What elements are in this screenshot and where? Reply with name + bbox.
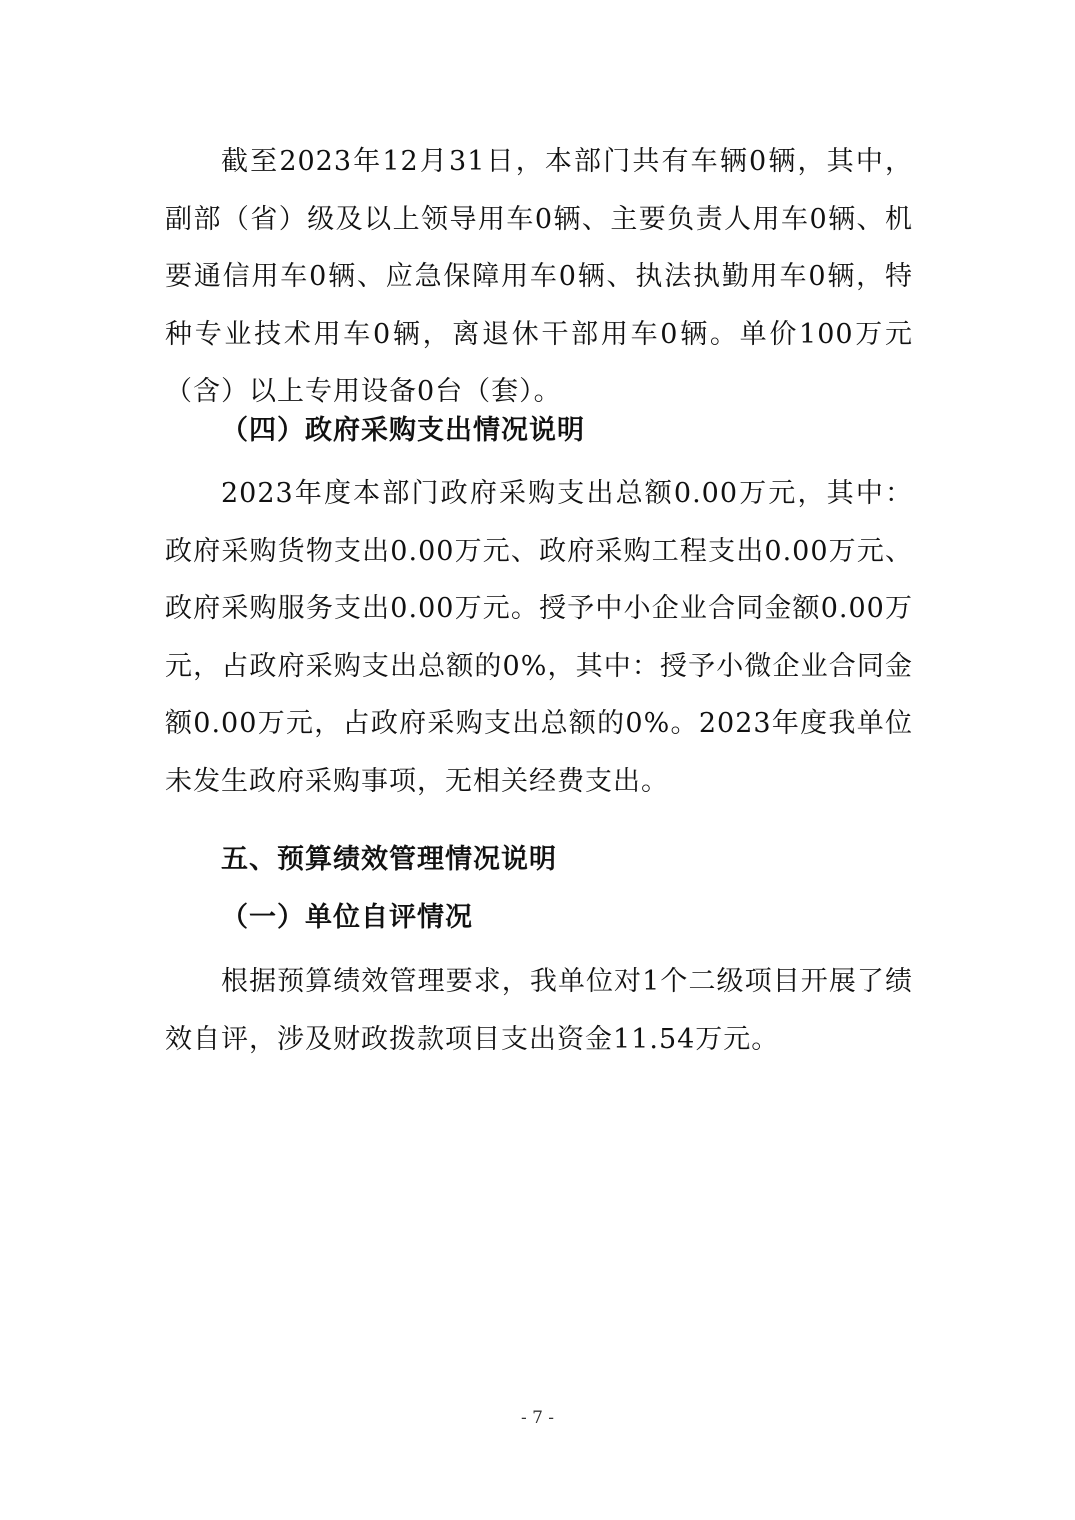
vehicles-paragraph: 截至2023年12月31日，本部门共有车辆0辆，其中，副部（省）级及以上领导用车0辆、主要负责人用车0辆、机要通信用车0辆、应急保障用车0辆、执法执勤用车0辆，特种专业技术用车0辆，离退休干部用车0辆。单价100万元（含）以上专用设备0台（套）。 [165,146,913,407]
page-number: - 7 - [520,1408,555,1428]
procurement-heading: （四）政府采购支出情况说明 [221,415,585,446]
self-evaluation-heading: （一）单位自评情况 [221,902,473,933]
section-five-heading: 五、预算绩效管理情况说明 [221,844,557,875]
self-evaluation-paragraph: 根据预算绩效管理要求，我单位对1个二级项目开展了绩效自评，涉及财政拨款项目支出资金11.54万元。 [165,966,913,1055]
procurement-paragraph: 2023年度本部门政府采购支出总额0.00万元，其中：政府采购货物支出0.00万元、政府采购工程支出0.00万元、政府采购服务支出0.00万元。授予中小企业合同金额0.00万元，占政府采购支出总额的0%，其中：授予小微企业合同金额0.00万元，占政府采购支出总额的0%。2023年度我单位未发生政府采购事项，无相关经费支出。 [165,478,913,797]
